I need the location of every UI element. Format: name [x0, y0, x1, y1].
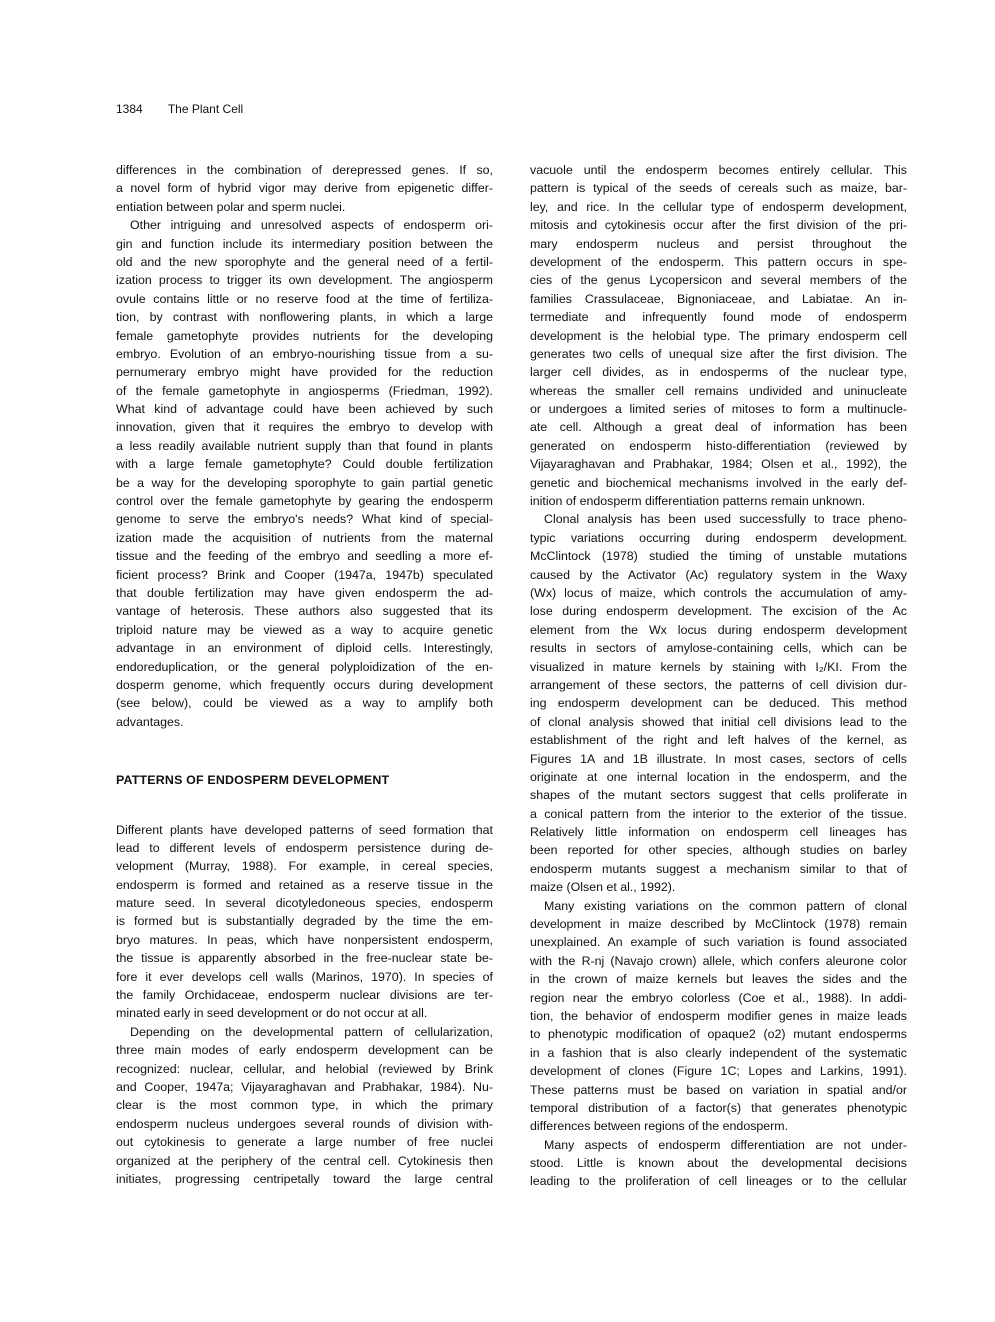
- text-line: lose during endosperm development. The excision of the Ac: [530, 604, 907, 619]
- text-line: in the crown of maize kernels but leaves the sides and the: [530, 972, 907, 987]
- text-line: advantages.: [116, 714, 184, 729]
- text-line: that double fertilization may have given endosperm the ad-: [116, 585, 493, 600]
- text-line: tion, by contrast with nonflowering plants, in which a large: [116, 310, 493, 325]
- text-line: tissue and the feeding of the embryo and seedling a more ef-: [116, 549, 493, 564]
- text-line: ization process to trigger its own development. The angiosperm: [116, 273, 493, 288]
- paragraph: [116, 1023, 493, 1189]
- text-line: triploid nature may be viewed as a way to acquire genetic: [116, 622, 493, 637]
- text-line: ing endosperm development can be deduced. This method: [530, 696, 907, 711]
- text-line: Relatively little information on endosperm cell lineages has: [530, 825, 907, 840]
- text-line: (Wx) locus of maize, which controls the accumulation of amy-: [530, 585, 907, 600]
- page-number: 1384: [116, 102, 143, 116]
- text-line: gin and function include its intermediary position between the: [116, 236, 493, 251]
- text-line: vacuole until the endosperm becomes entirely cellular. This: [530, 163, 907, 177]
- text-line: differences in the combination of derepressed genes. If so,: [116, 163, 493, 177]
- text-line: or undergoes a limited series of mitoses to form a multinucle-: [530, 402, 907, 417]
- text-line: inition of endosperm differentiation patterns remain unknown.: [530, 494, 866, 509]
- text-line: development of clones (Figure 1C; Lopes and Larkins, 1991).: [530, 1064, 907, 1079]
- text-line: velopment (Murray, 1988). For example, in cereal species,: [116, 859, 493, 874]
- text-line: initiates, progressing centripetally toward the large central: [116, 1171, 493, 1186]
- text-line: generates two cells of unequal size after the first division. The: [530, 346, 907, 361]
- text-line: the tissue is apparently absorbed in the free-nuclear state be-: [116, 951, 493, 966]
- text-line: Depending on the developmental pattern of cellularization,: [130, 1024, 493, 1039]
- right-column: [530, 161, 907, 1191]
- text-line: of clonal analysis showed that initial cell divisions lead to the: [530, 714, 907, 729]
- text-line: and Cooper, 1947a; Vijayaraghavan and Prabhakar, 1984). Nu-: [116, 1079, 493, 1094]
- text-line: with a large female gametophyte? Could double fertilization: [116, 457, 493, 472]
- text-line: in a fashion that is also clearly independent of the systematic: [530, 1045, 907, 1060]
- text-line: maize (Olsen et al., 1992).: [530, 880, 676, 895]
- text-line: visualized in mature kernels by staining with I₂/KI. From the: [530, 659, 907, 674]
- text-line: endosperm nucleus undergoes several rounds of division with-: [116, 1116, 493, 1131]
- text-line: dosperm genome, which frequently occurs during development: [116, 677, 493, 692]
- text-line: Different plants have developed patterns of seed formation that: [116, 822, 493, 837]
- text-line: endoreduplication, or the general polyploidization of the en-: [116, 659, 493, 674]
- paragraph: [530, 510, 907, 896]
- text-line: larger cell divides, as in endosperms of the nuclear type,: [530, 365, 907, 380]
- text-line: ization made the acquisition of nutrients from the maternal: [116, 530, 493, 545]
- text-line: typic variations occurring during endosperm development.: [530, 530, 907, 545]
- text-line: fore it ever develops cell walls (Marinos, 1970). In species of: [116, 969, 493, 984]
- text-line: bryo matures. In peas, which have nonpersistent endosperm,: [116, 932, 493, 947]
- text-line: Other intriguing and unresolved aspects of endosperm ori-: [130, 218, 493, 233]
- text-line: mary endosperm nucleus and persist throughout the: [530, 236, 907, 251]
- text-line: region near the embryo colorless (Coe et al., 1988). In addi-: [530, 990, 907, 1005]
- text-line: advantage in an environment of diploid cells. Interestingly,: [116, 641, 493, 656]
- paragraph: [530, 897, 907, 1136]
- text-line: recognized: nuclear, cellular, and helobial (reviewed by Brink: [116, 1061, 493, 1076]
- text-line: clear is the most common type, in which the primary: [116, 1098, 493, 1113]
- text-line: a less readily available nutrient supply than that found in plants: [116, 438, 493, 453]
- text-line: entiation between polar and sperm nuclei.: [116, 199, 346, 214]
- text-line: the family Orchidaceae, endosperm nuclear divisions are ter-: [116, 988, 493, 1003]
- text-line: endosperm mutants suggest a mechanism similar to that of: [530, 861, 907, 876]
- text-line: ovule contains little or no reserve food at the time of fertiliza-: [116, 291, 493, 306]
- text-line: a conical pattern from the interior to the exterior of the tissue.: [530, 806, 907, 821]
- text-line: of the female gametophyte in angiosperms (Friedman, 1992).: [116, 383, 493, 398]
- paragraph: [116, 216, 493, 731]
- text-line: Clonal analysis has been used successfully to trace pheno-: [544, 512, 907, 527]
- text-line: cies of the genus Lycopersicon and several members of the: [530, 273, 907, 288]
- text-line: tion, the behavior of endosperm modifier genes in maize leads: [530, 1008, 907, 1023]
- text-line: Vijayaraghavan and Prabhakar, 1984; Olsen et al., 1992), the: [530, 457, 907, 472]
- text-line: ley, and rice. In the cellular type of endosperm development,: [530, 199, 907, 214]
- text-line: vantage of heterosis. These authors also suggested that its: [116, 604, 493, 619]
- text-line: lead to different levels of endosperm persistence during de-: [116, 840, 493, 855]
- paragraph: [116, 821, 493, 1023]
- text-line: termediate and infrequently found mode of endosperm: [530, 310, 907, 325]
- text-line: McClintock (1978) studied the timing of unstable mutations: [530, 549, 907, 564]
- text-line: to phenotypic modification of opaque2 (o2) mutant endosperms: [530, 1027, 907, 1042]
- text-line: arrangement of these sectors, the patterns of cell division dur-: [530, 677, 907, 692]
- running-header: [116, 102, 243, 116]
- text-line: a novel form of hybrid vigor may derive from epigenetic differ-: [116, 181, 493, 196]
- text-line: three main modes of early endosperm development can be: [116, 1043, 493, 1058]
- text-line: been reported for other species, although studies on barley: [530, 843, 907, 858]
- text-line: genome to serve the embryo's needs? What kind of special-: [116, 512, 493, 527]
- text-line: embryo. Evolution of an embryo-nourishing tissue from a su-: [116, 346, 493, 361]
- text-line: Figures 1A and 1B illustrate. In most cases, sectors of cells: [530, 751, 907, 766]
- text-line: (see below), could be viewed as a way to amplify both: [116, 696, 493, 711]
- text-line: These patterns must be based on variation in spatial and/or: [530, 1082, 907, 1097]
- text-line: innovation, given that it requires the embryo to develop with: [116, 420, 493, 435]
- paragraph: [530, 1136, 907, 1191]
- paragraph: [530, 161, 907, 510]
- section-heading: PATTERNS OF ENDOSPERM DEVELOPMENT: [116, 773, 390, 788]
- text-line: control over the female gametophyte by gearing the endosperm: [116, 494, 493, 509]
- text-line: Many aspects of endosperm differentiation are not under-: [544, 1137, 907, 1152]
- text-line: old and the new sporophyte and the general need of a fertil-: [116, 254, 493, 269]
- text-line: ate cell. Although a great deal of information has been: [530, 420, 907, 435]
- text-line: female gametophyte provides nutrients for the developing: [116, 328, 493, 343]
- text-line: What kind of advantage could have been achieved by such: [116, 402, 493, 417]
- text-line: caused by the Activator (Ac) regulatory system in the Waxy: [530, 567, 907, 582]
- text-line: results in sectors of amylose-containing cells, which can be: [530, 641, 907, 656]
- text-line: leading to the proliferation of cell lineages or to the cellular: [530, 1174, 907, 1189]
- text-line: unexplained. An example of such variation is found associated: [530, 935, 907, 950]
- text-line: pernumerary embryo might have provided for the reduction: [116, 365, 493, 380]
- left-column: [116, 161, 493, 1188]
- text-line: with the R-nj (Navajo crown) allele, which confers aleurone color: [530, 953, 907, 968]
- text-line: Many existing variations on the common pattern of clonal: [544, 898, 907, 913]
- text-line: differences between regions of the endosperm.: [530, 1119, 789, 1134]
- text-line: minated early in seed development or do not occur at all.: [116, 1006, 428, 1021]
- journal-title: The Plant Cell: [167, 102, 244, 116]
- text-line: temporal distribution of a factor(s) that generates phenotypic: [530, 1100, 907, 1115]
- text-line: whereas the smaller cell remains undivided and uninucleate: [530, 383, 907, 398]
- text-line: generated on endosperm histo-differentiation (reviewed by: [530, 438, 907, 453]
- paragraph: [116, 161, 493, 216]
- text-line: mature seed. In several dicotyledoneous species, endosperm: [116, 896, 493, 911]
- text-line: organized at the periphery of the central cell. Cytokinesis then: [116, 1153, 493, 1168]
- text-line: shapes of the mutant sectors suggest that cells proliferate in: [530, 788, 907, 803]
- text-line: development of the endosperm. This pattern occurs in spe-: [530, 254, 907, 269]
- text-line: be a way for the developing sporophyte to gain partial genetic: [116, 475, 493, 490]
- text-line: endosperm is formed and retained as a reserve tissue in the: [116, 877, 493, 892]
- text-line: mitosis and cytokinesis occur after the first division of the pri-: [530, 218, 907, 233]
- text-line: genetic and biochemical mechanisms involved in the early def-: [530, 475, 907, 490]
- text-line: pattern is typical of the seeds of cereals such as maize, bar-: [530, 181, 907, 196]
- text-line: element from the Wx locus during endosperm development: [530, 622, 907, 637]
- text-line: families Crassulaceae, Bignoniaceae, and Labiatae. An in-: [530, 291, 907, 306]
- text-line: is formed but is substantially degraded by the time the em-: [116, 914, 493, 929]
- text-line: establishment of the right and left halves of the kernel, as: [530, 733, 907, 748]
- text-line: development in maize described by McClintock (1978) remain: [530, 917, 907, 932]
- text-line: development is the helobial type. The primary endosperm cell: [530, 328, 907, 343]
- text-line: out cytokinesis to generate a large number of free nuclei: [116, 1135, 493, 1150]
- text-line: ficient process? Brink and Cooper (1947a, 1947b) speculated: [116, 567, 493, 582]
- text-line: originate at one internal location in the endosperm, and the: [530, 769, 907, 784]
- text-line: stood. Little is known about the developmental decisions: [530, 1156, 907, 1171]
